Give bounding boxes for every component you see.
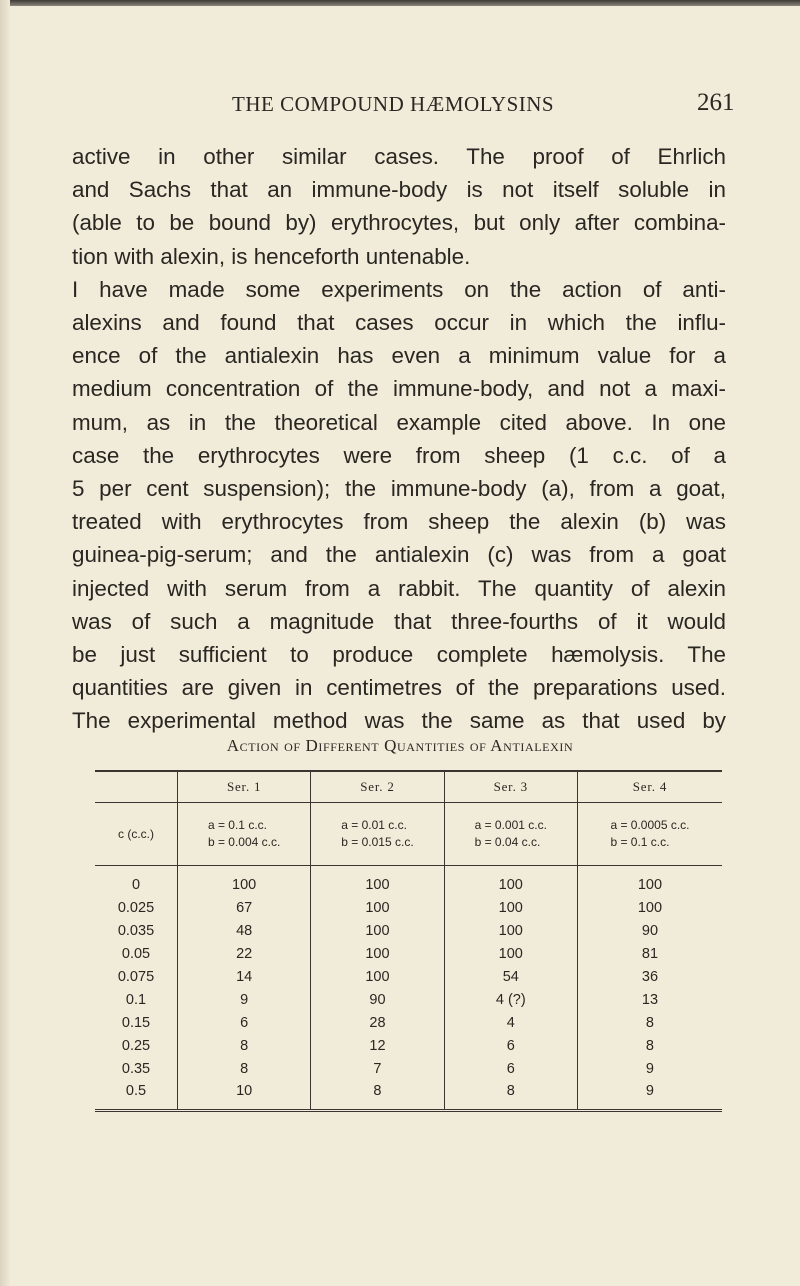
running-title: THE COMPOUND HÆMOLYSINS — [232, 92, 555, 116]
c-value: 0.075 — [117, 969, 155, 985]
table-row — [95, 1011, 722, 1034]
table-title: Action of Different Quantities of Antialexin — [226, 736, 574, 755]
text-line: The experimental method was the same as that used by — [72, 708, 726, 734]
text-line: (able to be bound by) erythrocytes, but only after combina- — [72, 210, 726, 236]
table-cell: 6 — [178, 1011, 311, 1034]
table-cell: 8 — [577, 1011, 722, 1034]
conditions-row — [95, 803, 722, 866]
table-cell: 8 — [178, 1034, 311, 1057]
table-row — [95, 920, 722, 943]
text-line: case the erythrocytes were from sheep (1 c.c. of a — [72, 442, 726, 468]
table-row — [95, 866, 722, 897]
table-cell: 8 — [577, 1034, 722, 1057]
text-line: 5 per cent suspension); the immune-body (a), from a goat, — [72, 476, 726, 502]
table-row — [95, 966, 722, 989]
page-top-edge — [0, 0, 800, 6]
text-line: ence of the antialexin has even a minimum value for a — [72, 343, 726, 369]
table-cell: 7 — [311, 1057, 444, 1080]
paragraph-2 — [72, 273, 726, 738]
c-value: 0.15 — [121, 1014, 151, 1031]
table-cell: 48 — [178, 920, 311, 943]
series-header: Ser. 3 — [444, 771, 577, 803]
table-row — [95, 943, 722, 966]
table-cell: 54 — [444, 966, 577, 989]
c-value: 0.05 — [121, 946, 151, 963]
text-line: guinea-pig-serum; and the antialexin (c) was from a goat — [72, 542, 726, 568]
table-cell: 100 — [444, 897, 577, 920]
page-number: 261 — [697, 89, 735, 116]
text-line: I have made some experiments on the action of anti- — [72, 276, 726, 302]
table-cell: 100 — [311, 897, 444, 920]
table-cell: 12 — [311, 1034, 444, 1057]
table-cell: 6 — [444, 1057, 577, 1080]
text-line: was of such a magnitude that three-fourths of it would — [72, 608, 726, 634]
table-cell: 22 — [178, 943, 311, 966]
text-line: medium concentration of the immune-body, and not a maxi- — [72, 376, 726, 402]
table-cell: 9 — [178, 988, 311, 1011]
table-cell: 100 — [311, 943, 444, 966]
corner-cell — [95, 771, 178, 803]
c-value: 0.25 — [121, 1037, 151, 1054]
paragraph-1 — [72, 140, 726, 273]
table-row — [95, 897, 722, 920]
condition-cell: a = 0.01 c.c. b = 0.015 c.c. — [311, 803, 444, 866]
text-line: injected with serum from a rabbit. The quantity of alexin — [72, 575, 726, 601]
table-cell: 100 — [178, 866, 311, 897]
table-cell: 9 — [577, 1080, 722, 1103]
table-cell: 9 — [577, 1057, 722, 1080]
table-cell: 8 — [311, 1080, 444, 1103]
table-cell: 81 — [577, 943, 722, 966]
table-cell: 6 — [444, 1034, 577, 1057]
table-cell: 100 — [311, 920, 444, 943]
table-cell: 13 — [577, 988, 722, 1011]
condition-cell: a = 0.0005 c.c. b = 0.1 c.c. — [577, 803, 722, 866]
table-cell: 67 — [178, 897, 311, 920]
page-header — [0, 89, 800, 126]
table-row — [95, 1080, 722, 1103]
table-cell: 4 (?) — [444, 988, 577, 1011]
page-binding-edge — [0, 0, 10, 1286]
text-line: active in other similar cases. The proof of Ehrlich — [72, 144, 726, 169]
table-cell: 10 — [178, 1080, 311, 1103]
table-cell: 100 — [577, 866, 722, 897]
table-cell: 100 — [577, 897, 722, 920]
table-cell: 8 — [178, 1057, 311, 1080]
series-header: Ser. 4 — [577, 771, 722, 803]
condition-cell: a = 0.001 c.c. b = 0.04 c.c. — [444, 803, 577, 866]
table-cell: 100 — [311, 966, 444, 989]
c-value: 0.1 — [125, 991, 147, 1008]
table-cell: 90 — [577, 920, 722, 943]
table-row — [95, 1057, 722, 1080]
table-bottom-rule — [95, 1103, 722, 1111]
table-row — [95, 988, 722, 1011]
c-value: 0.035 — [117, 923, 155, 940]
text-line: tion with alexin, is henceforth untenable. — [72, 243, 471, 269]
c-header: c (c.c.) — [95, 803, 178, 866]
series-header: Ser. 2 — [311, 771, 444, 803]
text-line: mum, as in the theoretical example cited above. In one — [72, 409, 726, 435]
table-cell: 8 — [444, 1080, 577, 1103]
text-line: alexins and found that cases occur in which the influ- — [72, 310, 726, 336]
text-line: quantities are given in centimetres of the preparations used. — [72, 675, 726, 701]
table-cell: 36 — [577, 966, 722, 989]
text-line: and Sachs that an immune-body is not itself soluble in — [72, 177, 726, 203]
table-cell: 100 — [444, 943, 577, 966]
table-cell: 28 — [311, 1011, 444, 1034]
text-line: be just sufficient to produce complete hæmolysis. The — [72, 642, 726, 668]
c-value: 0.025 — [117, 900, 155, 917]
table-cell: 100 — [444, 866, 577, 897]
c-value: 0.5 — [125, 1083, 147, 1100]
body-text — [72, 140, 726, 738]
antialexin-table — [95, 770, 722, 1112]
text-line: treated with erythrocytes from sheep the alexin (b) was — [72, 509, 726, 535]
table-row — [95, 1034, 722, 1057]
table-cell: 90 — [311, 988, 444, 1011]
table-cell: 100 — [311, 866, 444, 897]
c-value: 0.35 — [121, 1060, 151, 1077]
table-cell: 100 — [444, 920, 577, 943]
c-value: 0 — [131, 877, 141, 894]
table-cell: 14 — [178, 966, 311, 989]
condition-cell: a = 0.1 c.c. b = 0.004 c.c. — [178, 803, 311, 866]
table-cell: 4 — [444, 1011, 577, 1034]
series-header: Ser. 1 — [178, 771, 311, 803]
series-header-row — [95, 771, 722, 803]
